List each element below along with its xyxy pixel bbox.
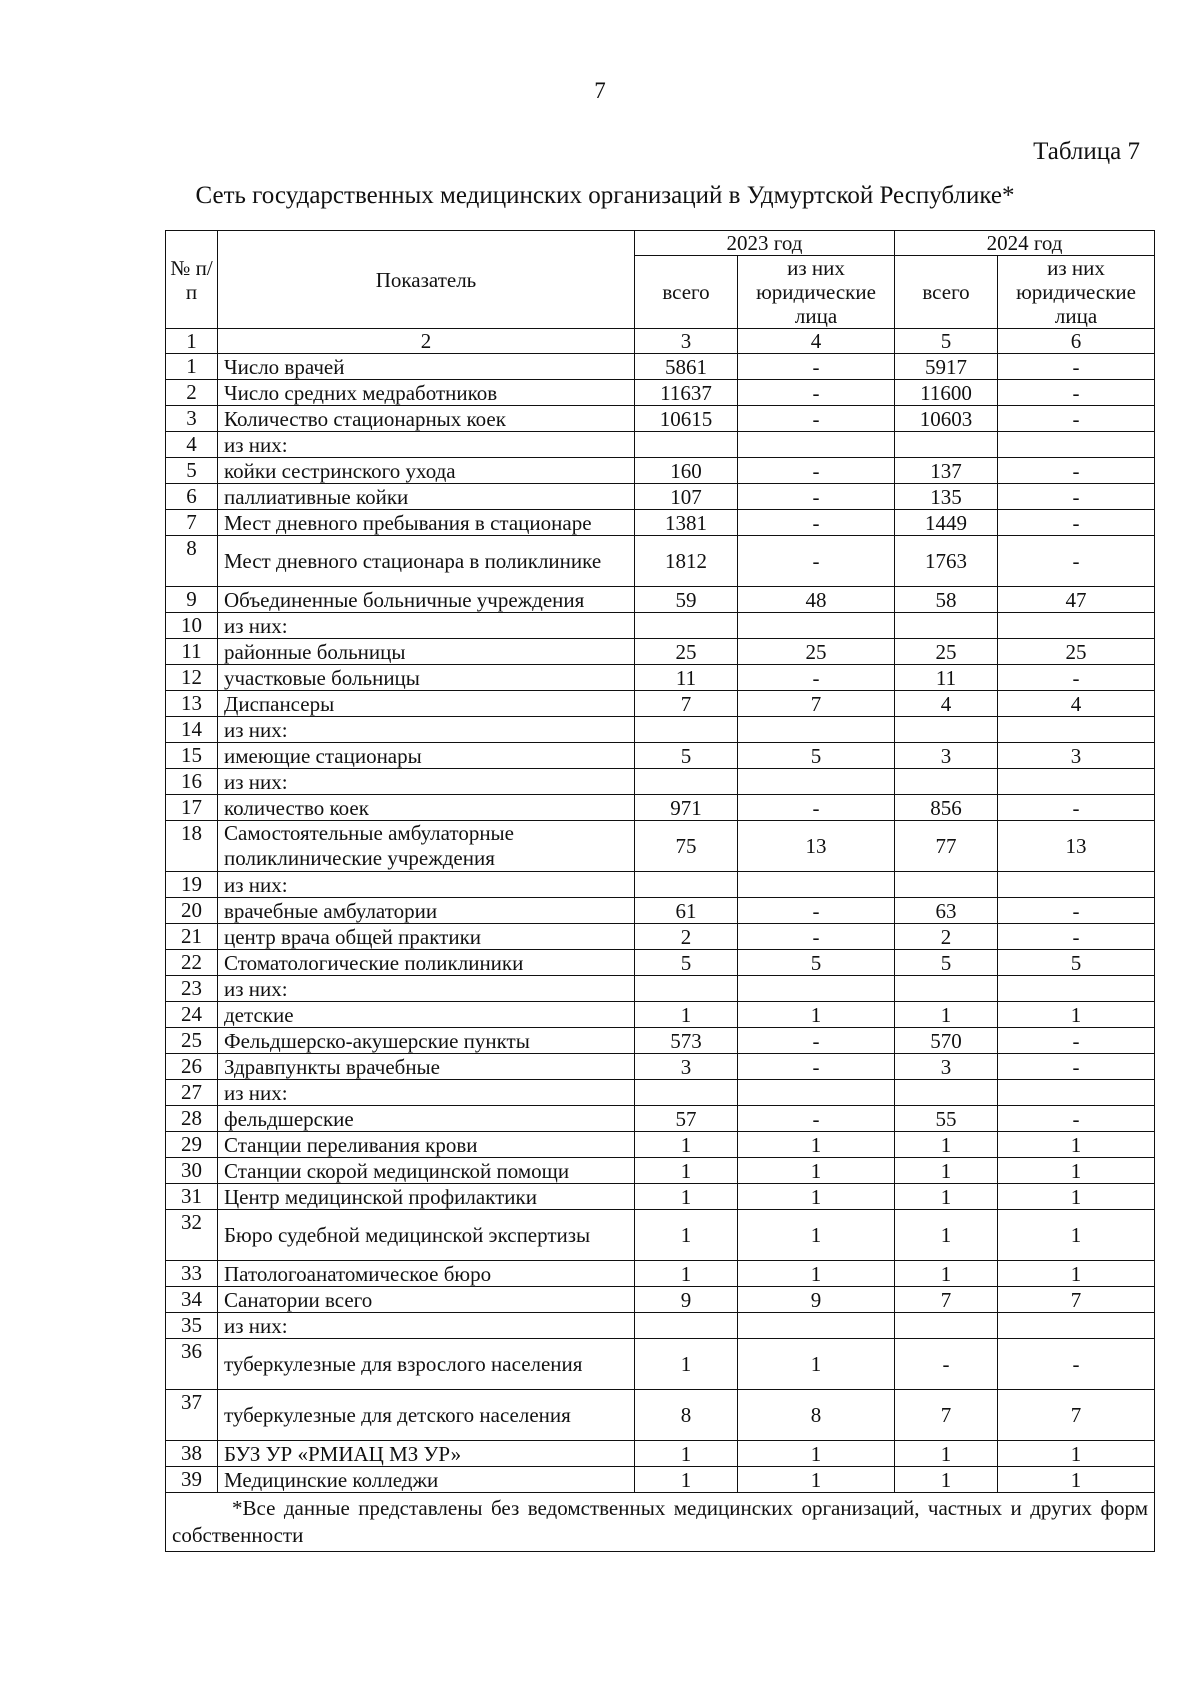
value-2023-total: [635, 976, 738, 1002]
table-row: [166, 380, 1155, 406]
row-number: 25: [166, 1028, 218, 1054]
value-2024-legal: 1: [998, 1132, 1155, 1158]
value-2024-total: 1449: [895, 510, 998, 536]
table-row: [166, 976, 1155, 1002]
header-num: № п/п: [166, 231, 218, 329]
value-2023-legal: -: [738, 1028, 895, 1054]
value-2024-total: [895, 872, 998, 898]
value-2024-legal: 3: [998, 743, 1155, 769]
row-indicator: детские: [218, 1002, 635, 1028]
row-number: 4: [166, 432, 218, 458]
value-2023-total: 1: [635, 1467, 738, 1493]
value-2024-legal: -: [998, 536, 1155, 587]
value-2024-total: [895, 976, 998, 1002]
row-indicator: Фельдшерско-акушерские пункты: [218, 1028, 635, 1054]
value-2024-total: 25: [895, 639, 998, 665]
value-2023-legal: [738, 976, 895, 1002]
value-2024-legal: 1: [998, 1261, 1155, 1287]
value-2023-legal: -: [738, 1054, 895, 1080]
row-number: 13: [166, 691, 218, 717]
value-2024-legal: 1: [998, 1467, 1155, 1493]
table-header: [166, 231, 1155, 354]
value-2023-total: 10615: [635, 406, 738, 432]
row-indicator: из них:: [218, 1313, 635, 1339]
row-indicator: центр врача общей практики: [218, 924, 635, 950]
value-2024-legal: -: [998, 1054, 1155, 1080]
row-number: 38: [166, 1441, 218, 1467]
row-indicator: Количество стационарных коек: [218, 406, 635, 432]
footnote-cell: [166, 1493, 1155, 1552]
row-indicator: Число врачей: [218, 354, 635, 380]
value-2023-legal: [738, 717, 895, 743]
value-2023-total: 75: [635, 821, 738, 872]
value-2024-total: 4: [895, 691, 998, 717]
table-row: [166, 717, 1155, 743]
table-row: [166, 484, 1155, 510]
column-index: 3: [635, 329, 738, 354]
value-2024-total: 7: [895, 1287, 998, 1313]
value-2023-total: 1: [635, 1158, 738, 1184]
table-row: [166, 1054, 1155, 1080]
row-number: 18: [166, 821, 218, 872]
value-2024-total: 1: [895, 1184, 998, 1210]
row-number: 12: [166, 665, 218, 691]
table-row: [166, 665, 1155, 691]
value-2024-legal: -: [998, 406, 1155, 432]
table-row: [166, 1467, 1155, 1493]
row-indicator: из них:: [218, 613, 635, 639]
row-number: 9: [166, 587, 218, 613]
value-2023-legal: -: [738, 354, 895, 380]
value-2024-legal: [998, 1313, 1155, 1339]
value-2023-total: 5: [635, 743, 738, 769]
row-number: 30: [166, 1158, 218, 1184]
value-2024-total: 10603: [895, 406, 998, 432]
value-2024-total: 1: [895, 1210, 998, 1261]
table-row: [166, 1441, 1155, 1467]
row-indicator: имеющие стационары: [218, 743, 635, 769]
table-row: [166, 1158, 1155, 1184]
value-2024-legal: 1: [998, 1210, 1155, 1261]
row-number: 37: [166, 1390, 218, 1441]
table-row: [166, 872, 1155, 898]
value-2024-legal: 47: [998, 587, 1155, 613]
table-row: [166, 354, 1155, 380]
value-2024-legal: 7: [998, 1390, 1155, 1441]
column-index: 5: [895, 329, 998, 354]
table-row: [166, 406, 1155, 432]
row-number: 29: [166, 1132, 218, 1158]
value-2023-total: 1: [635, 1132, 738, 1158]
value-2023-legal: -: [738, 458, 895, 484]
value-2024-legal: -: [998, 458, 1155, 484]
row-number: 16: [166, 769, 218, 795]
table-row: [166, 536, 1155, 587]
value-2024-total: 2: [895, 924, 998, 950]
value-2023-legal: 25: [738, 639, 895, 665]
header-indicator: Показатель: [218, 231, 635, 329]
row-indicator: Объединенные больничные учреждения: [218, 587, 635, 613]
value-2023-legal: 1: [738, 1261, 895, 1287]
table-label: Таблица 7: [1033, 138, 1140, 165]
value-2023-total: 57: [635, 1106, 738, 1132]
value-2023-total: 2: [635, 924, 738, 950]
table-row: [166, 924, 1155, 950]
column-index: 2: [218, 329, 635, 354]
table-row: [166, 613, 1155, 639]
row-indicator: количество коек: [218, 795, 635, 821]
column-index: 1: [166, 329, 218, 354]
table-row: [166, 691, 1155, 717]
value-2023-legal: -: [738, 510, 895, 536]
value-2024-total: 1: [895, 1441, 998, 1467]
value-2024-total: [895, 769, 998, 795]
table-row: [166, 1210, 1155, 1261]
value-2024-legal: -: [998, 795, 1155, 821]
value-2023-legal: [738, 613, 895, 639]
row-indicator: БУЗ УР «РМИАЦ МЗ УР»: [218, 1441, 635, 1467]
value-2023-total: 971: [635, 795, 738, 821]
row-number: 6: [166, 484, 218, 510]
value-2023-legal: [738, 872, 895, 898]
row-number: 5: [166, 458, 218, 484]
value-2023-legal: 1: [738, 1158, 895, 1184]
row-number: 28: [166, 1106, 218, 1132]
value-2024-total: 570: [895, 1028, 998, 1054]
row-indicator: Здравпункты врачебные: [218, 1054, 635, 1080]
value-2024-total: 5917: [895, 354, 998, 380]
value-2024-total: [895, 613, 998, 639]
value-2024-legal: 1: [998, 1158, 1155, 1184]
row-number: 31: [166, 1184, 218, 1210]
value-2024-legal: [998, 432, 1155, 458]
value-2024-total: 11: [895, 665, 998, 691]
value-2024-legal: [998, 1080, 1155, 1106]
row-number: 24: [166, 1002, 218, 1028]
table-row: [166, 1028, 1155, 1054]
value-2024-legal: [998, 976, 1155, 1002]
value-2023-total: [635, 717, 738, 743]
value-2024-legal: [998, 769, 1155, 795]
row-indicator: туберкулезные для взрослого населения: [218, 1339, 635, 1390]
value-2024-legal: -: [998, 510, 1155, 536]
value-2023-total: 1: [635, 1210, 738, 1261]
value-2023-legal: [738, 769, 895, 795]
value-2023-total: 1: [635, 1184, 738, 1210]
row-indicator: Мест дневного пребывания в стационаре: [218, 510, 635, 536]
value-2024-total: 1763: [895, 536, 998, 587]
header-legal-2023: из них юридические лица: [738, 256, 895, 329]
value-2023-legal: [738, 432, 895, 458]
value-2024-total: 77: [895, 821, 998, 872]
table-row: [166, 1002, 1155, 1028]
value-2023-legal: 1: [738, 1339, 895, 1390]
row-number: 19: [166, 872, 218, 898]
table-row: [166, 1080, 1155, 1106]
row-number: 8: [166, 536, 218, 587]
table-row: [166, 458, 1155, 484]
page-number: 7: [594, 78, 606, 103]
value-2024-legal: 1: [998, 1002, 1155, 1028]
value-2023-total: 59: [635, 587, 738, 613]
value-2024-total: 1: [895, 1002, 998, 1028]
header-year-2024: 2024 год: [895, 231, 1155, 256]
row-number: 3: [166, 406, 218, 432]
row-indicator: Бюро судебной медицинской экспертизы: [218, 1210, 635, 1261]
row-number: 10: [166, 613, 218, 639]
value-2023-total: 5861: [635, 354, 738, 380]
footnote: *Все данные представлены без ведомственных медицинских организаций, частных и других форм собственности: [172, 1496, 1149, 1547]
row-indicator: Патологоанатомическое бюро: [218, 1261, 635, 1287]
value-2024-total: 5: [895, 950, 998, 976]
table-row: [166, 510, 1155, 536]
value-2024-total: 1: [895, 1132, 998, 1158]
row-indicator: паллиативные койки: [218, 484, 635, 510]
value-2024-total: 63: [895, 898, 998, 924]
value-2024-legal: 5: [998, 950, 1155, 976]
value-2024-total: [895, 1313, 998, 1339]
value-2024-total: [895, 717, 998, 743]
value-2024-total: 137: [895, 458, 998, 484]
table-row: [166, 1184, 1155, 1210]
value-2024-total: 58: [895, 587, 998, 613]
value-2023-legal: 5: [738, 743, 895, 769]
row-number: 15: [166, 743, 218, 769]
table-body: [166, 354, 1155, 1493]
value-2024-legal: -: [998, 1106, 1155, 1132]
value-2023-total: 107: [635, 484, 738, 510]
value-2024-total: 3: [895, 1054, 998, 1080]
row-indicator: Диспансеры: [218, 691, 635, 717]
value-2024-total: 1: [895, 1261, 998, 1287]
value-2024-total: 1: [895, 1467, 998, 1493]
row-indicator: Самостоятельные амбулаторные поликлинические учреждения: [218, 821, 635, 872]
value-2023-total: 11637: [635, 380, 738, 406]
value-2024-total: 856: [895, 795, 998, 821]
value-2024-legal: [998, 613, 1155, 639]
value-2023-total: 61: [635, 898, 738, 924]
row-number: 20: [166, 898, 218, 924]
table-row: [166, 950, 1155, 976]
row-indicator: врачебные амбулатории: [218, 898, 635, 924]
row-number: 11: [166, 639, 218, 665]
row-indicator: участковые больницы: [218, 665, 635, 691]
value-2024-total: [895, 1080, 998, 1106]
value-2024-total: 55: [895, 1106, 998, 1132]
row-number: 27: [166, 1080, 218, 1106]
value-2024-legal: [998, 717, 1155, 743]
value-2024-total: 11600: [895, 380, 998, 406]
value-2023-legal: 1: [738, 1467, 895, 1493]
value-2023-total: 1: [635, 1002, 738, 1028]
value-2023-legal: -: [738, 795, 895, 821]
value-2023-total: [635, 769, 738, 795]
row-indicator: Мест дневного стационара в поликлинике: [218, 536, 635, 587]
value-2023-total: 1: [635, 1261, 738, 1287]
value-2023-total: 1381: [635, 510, 738, 536]
value-2023-legal: 5: [738, 950, 895, 976]
row-indicator: Центр медицинской профилактики: [218, 1184, 635, 1210]
table-row: [166, 1132, 1155, 1158]
table-row: [166, 898, 1155, 924]
row-indicator: туберкулезные для детского населения: [218, 1390, 635, 1441]
value-2023-total: 11: [635, 665, 738, 691]
value-2023-total: 9: [635, 1287, 738, 1313]
row-number: 33: [166, 1261, 218, 1287]
value-2023-legal: 7: [738, 691, 895, 717]
value-2023-total: 160: [635, 458, 738, 484]
table-row: [166, 1313, 1155, 1339]
value-2023-total: 1: [635, 1441, 738, 1467]
value-2024-total: 3: [895, 743, 998, 769]
row-indicator: Медицинские колледжи: [218, 1467, 635, 1493]
value-2024-legal: -: [998, 380, 1155, 406]
table-row: [166, 1390, 1155, 1441]
value-2023-legal: 1: [738, 1441, 895, 1467]
value-2024-legal: 25: [998, 639, 1155, 665]
value-2023-legal: -: [738, 898, 895, 924]
table-row: [166, 1287, 1155, 1313]
row-number: 36: [166, 1339, 218, 1390]
table-row: [166, 432, 1155, 458]
value-2024-legal: 4: [998, 691, 1155, 717]
column-index-row: [166, 329, 1155, 354]
row-number: 39: [166, 1467, 218, 1493]
table-row: [166, 769, 1155, 795]
value-2023-legal: -: [738, 1106, 895, 1132]
row-number: 26: [166, 1054, 218, 1080]
row-number: 32: [166, 1210, 218, 1261]
value-2023-legal: 1: [738, 1184, 895, 1210]
row-number: 35: [166, 1313, 218, 1339]
row-indicator: Число средних медработников: [218, 380, 635, 406]
value-2023-total: 5: [635, 950, 738, 976]
value-2023-total: 25: [635, 639, 738, 665]
value-2024-legal: -: [998, 1339, 1155, 1390]
value-2024-legal: -: [998, 484, 1155, 510]
row-number: 2: [166, 380, 218, 406]
value-2023-legal: -: [738, 536, 895, 587]
row-indicator: районные больницы: [218, 639, 635, 665]
row-indicator: из них:: [218, 432, 635, 458]
value-2023-legal: -: [738, 380, 895, 406]
table-row: [166, 1261, 1155, 1287]
value-2023-total: [635, 1313, 738, 1339]
row-indicator: из них:: [218, 717, 635, 743]
table-row: [166, 795, 1155, 821]
value-2024-legal: [998, 872, 1155, 898]
value-2024-legal: 7: [998, 1287, 1155, 1313]
value-2024-total: [895, 432, 998, 458]
header-legal-2024: из них юридические лица: [998, 256, 1155, 329]
row-indicator: койки сестринского ухода: [218, 458, 635, 484]
value-2023-legal: 9: [738, 1287, 895, 1313]
row-indicator: фельдшерские: [218, 1106, 635, 1132]
value-2023-total: [635, 872, 738, 898]
row-number: 23: [166, 976, 218, 1002]
value-2024-legal: -: [998, 898, 1155, 924]
value-2023-legal: -: [738, 484, 895, 510]
row-indicator: Стоматологические поликлиники: [218, 950, 635, 976]
value-2024-legal: 1: [998, 1184, 1155, 1210]
value-2023-legal: -: [738, 665, 895, 691]
row-indicator: из них:: [218, 976, 635, 1002]
value-2024-legal: -: [998, 665, 1155, 691]
row-number: 7: [166, 510, 218, 536]
value-2023-legal: [738, 1080, 895, 1106]
table-row: [166, 821, 1155, 872]
header-year-2023: 2023 год: [635, 231, 895, 256]
row-number: 1: [166, 354, 218, 380]
row-number: 34: [166, 1287, 218, 1313]
table-row: [166, 587, 1155, 613]
value-2024-total: 7: [895, 1390, 998, 1441]
document-title: Сеть государственных медицинских организаций в Удмуртской Республике*: [195, 182, 1015, 209]
row-indicator: Станции скорой медицинской помощи: [218, 1158, 635, 1184]
header-total-2024: всего: [895, 256, 998, 329]
row-number: 17: [166, 795, 218, 821]
value-2023-total: [635, 1080, 738, 1106]
value-2023-legal: 1: [738, 1210, 895, 1261]
row-indicator: Станции переливания крови: [218, 1132, 635, 1158]
value-2024-legal: 1: [998, 1441, 1155, 1467]
value-2024-legal: -: [998, 354, 1155, 380]
value-2023-total: 8: [635, 1390, 738, 1441]
value-2024-legal: -: [998, 1028, 1155, 1054]
value-2023-total: 1: [635, 1339, 738, 1390]
value-2023-legal: -: [738, 406, 895, 432]
value-2023-legal: 8: [738, 1390, 895, 1441]
row-number: 22: [166, 950, 218, 976]
value-2024-total: 135: [895, 484, 998, 510]
value-2024-legal: -: [998, 924, 1155, 950]
row-indicator: Санатории всего: [218, 1287, 635, 1313]
value-2024-total: -: [895, 1339, 998, 1390]
value-2023-total: 7: [635, 691, 738, 717]
data-table: [165, 230, 1155, 1552]
row-number: 21: [166, 924, 218, 950]
header-total-2023: всего: [635, 256, 738, 329]
column-index: 6: [998, 329, 1155, 354]
value-2023-total: 573: [635, 1028, 738, 1054]
value-2023-total: 1812: [635, 536, 738, 587]
row-number: 14: [166, 717, 218, 743]
value-2023-legal: 48: [738, 587, 895, 613]
value-2023-total: 3: [635, 1054, 738, 1080]
table-row: [166, 1106, 1155, 1132]
value-2023-total: [635, 613, 738, 639]
value-2024-total: 1: [895, 1158, 998, 1184]
value-2023-legal: -: [738, 924, 895, 950]
row-indicator: из них:: [218, 872, 635, 898]
value-2023-legal: [738, 1313, 895, 1339]
table-row: [166, 743, 1155, 769]
value-2023-legal: 1: [738, 1002, 895, 1028]
value-2023-legal: 13: [738, 821, 895, 872]
table-row: [166, 639, 1155, 665]
value-2024-legal: 13: [998, 821, 1155, 872]
value-2023-total: [635, 432, 738, 458]
value-2023-legal: 1: [738, 1132, 895, 1158]
row-indicator: из них:: [218, 1080, 635, 1106]
column-index: 4: [738, 329, 895, 354]
row-indicator: из них:: [218, 769, 635, 795]
table-row: [166, 1339, 1155, 1390]
